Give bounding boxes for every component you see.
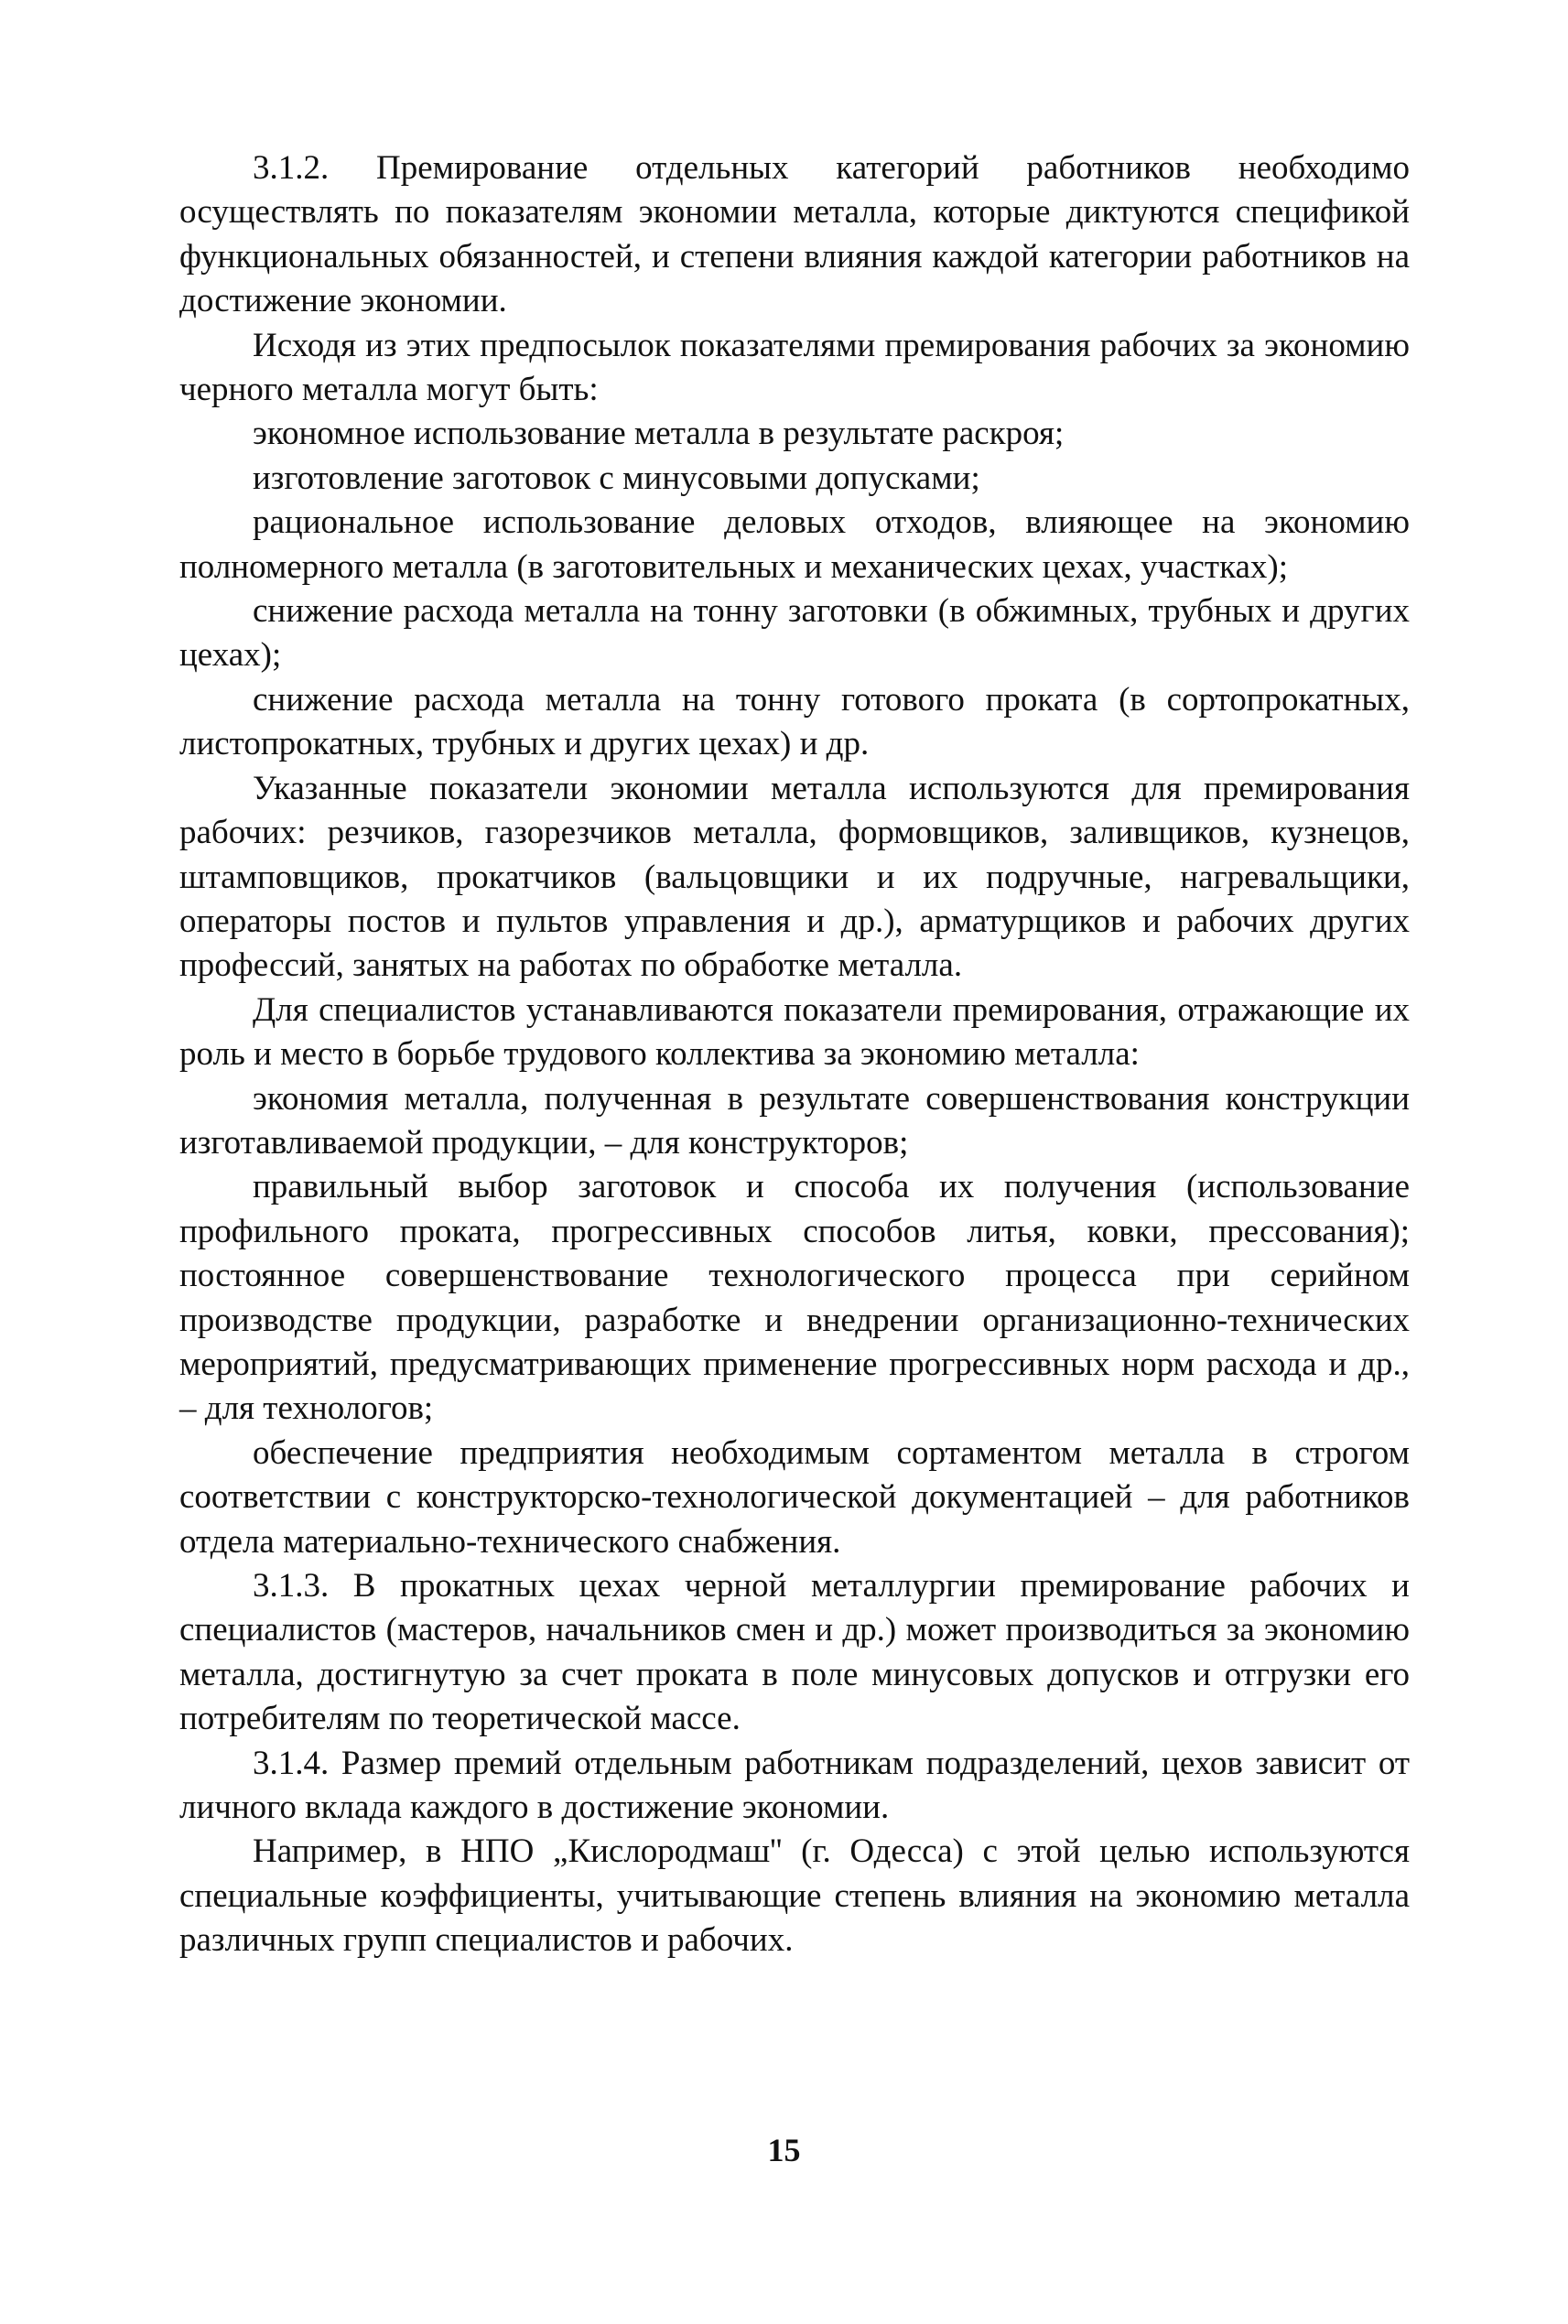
paragraph-3-1-2: 3.1.2. Премирование отдельных категорий работников необходимо осуществлять по показателям экономии металла, которые диктуются спецификой функциональных обязанностей, и степени влияния каждой категории работников на достижение экономии.	[179, 149, 1410, 320]
list-item: обеспечение предприятия необходимым сортаментом металла в строгом соответствии с конструкторско-технологической документацией – для работников отдела материально-технического снабжения.	[179, 1433, 1410, 1561]
paragraph-3-1-3: 3.1.3. В прокатных цехах черной металлургии премирование рабочих и специалистов (мастеров, начальников смен и др.) может производиться за экономию металла, достигнутую за счет проката в поле минусовых допусков и отгрузки его потребителям по теоретической массе.	[179, 1567, 1410, 1738]
list-item: экономия металла, полученная в результате совершенствования конструкции изготавливаемой продукции, – для конструкторов;	[179, 1079, 1410, 1162]
list-item: экономное использование металла в результате раскроя;	[253, 415, 1065, 453]
body-text	[179, 146, 1410, 1963]
list-item: снижение расхода металла на тонну готового проката (в сортопрокатных, листопрокатных, трубных и других цехах) и др.	[179, 680, 1410, 763]
list-item: снижение расхода металла на тонну заготовки (в обжимных, трубных и других цехах);	[179, 592, 1410, 675]
paragraph-3-1-4: 3.1.4. Размер премий отдельным работникам подразделений, цехов зависит от личного вклада каждого в достижение экономии.	[179, 1744, 1410, 1827]
list-item: правильный выбор заготовок и способа их получения (использование профильного проката, прогрессивных способов литья, ковки, прессования); постоянное совершенствование технологического процесса при серийном производстве продукции, разработке и внедрении организационно-технических мероприятий, предусматривающих применение прогрессивных норм расхода и др., – для технологов;	[179, 1168, 1410, 1428]
paragraph-example: Например, в НПО „Кислородмаш'' (г. Одесса) с этой целью используются специальные коэффициенты, учитывающие степень влияния на экономию металла различных групп специалистов и рабочих.	[179, 1832, 1410, 1960]
list-item: изготовление заготовок с минусовыми допусками;	[253, 459, 980, 497]
paragraph-specialists: Для специалистов устанавливаются показатели премирования, отражающие их роль и место в борьбе трудового коллектива за экономию металла:	[179, 990, 1410, 1074]
paragraph-premises: Исходя из этих предпосылок показателями премирования рабочих за экономию черного металла могут быть:	[179, 326, 1410, 409]
page-number: 15	[767, 2132, 801, 2168]
list-item: рациональное использование деловых отходов, влияющее на экономию полномерного металла (в заготовительных и механических цехах, участках);	[179, 503, 1410, 586]
paragraph-workers: Указанные показатели экономии металла используются для премирования рабочих: резчиков, газорезчиков металла, формовщиков, заливщиков, кузнецов, штамповщиков, прокатчиков (вальцовщики и их подручные, нагревальщики, операторы постов и пультов управления и др.), арматурщиков и рабочих других профессий, занятых на работах по обработке металла.	[179, 769, 1410, 985]
